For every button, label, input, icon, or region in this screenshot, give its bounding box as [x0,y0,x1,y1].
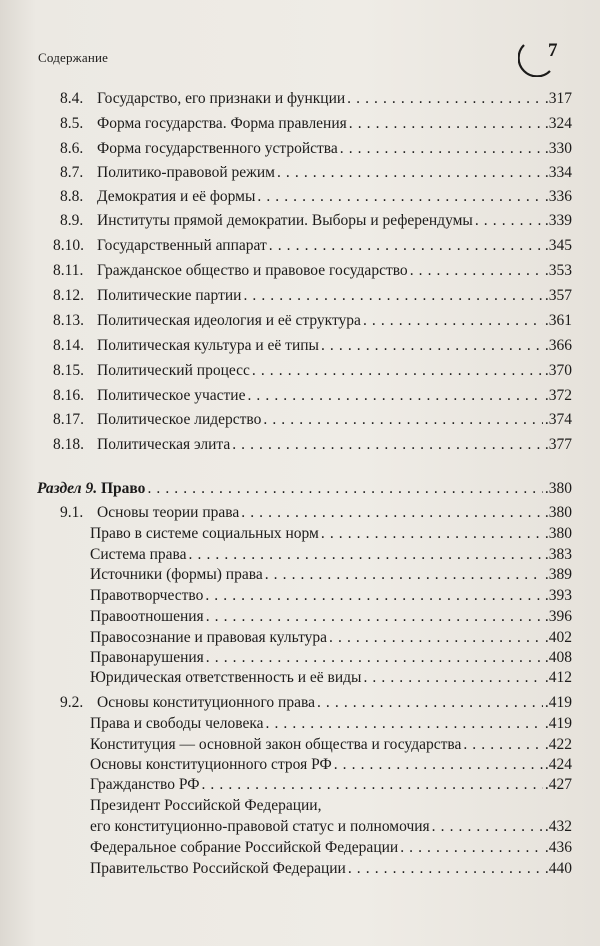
toc-item[interactable]: Правосознание и правовая культура . . . .402 [90,629,572,647]
toc-entry[interactable]: 8.15. Политический процесс . . . .370 [53,362,572,380]
toc-entry[interactable]: 8.8. Демократия и её формы . . . .336 [60,188,572,206]
toc-entry[interactable]: 8.5. Форма государства. Форма правления . . . .324 [60,115,572,133]
toc-item-line1[interactable]: Президент Российской Федерации, [90,797,322,814]
toc-entry[interactable]: 8.4. Государство, его признаки и функции . . . .317 [60,90,572,108]
toc-entry[interactable]: 8.10. Государственный аппарат . . . .345 [53,237,572,255]
toc-item[interactable]: Основы конституционного строя РФ . . . .424 [90,756,572,774]
toc-item[interactable]: Право в системе социальных норм . . . .380 [90,525,572,543]
toc-entry[interactable]: 8.12. Политические партии . . . .357 [53,287,572,305]
toc-entry[interactable]: 8.14. Политическая культура и её типы . . . .366 [53,337,572,355]
toc-item[interactable]: Федеральное собрание Российской Федерации . . . .436 [90,839,572,857]
toc-subsection[interactable]: 9.2. Основы конституционного права . . . .419 [60,694,572,712]
toc-entry[interactable]: 8.7. Политико-правовой режим . . . .334 [60,164,572,182]
toc-entry[interactable]: 8.18. Политическая элита . . . .377 [53,436,572,454]
toc-item[interactable]: Юридическая ответственность и её виды . . . .412 [90,669,572,687]
toc-item[interactable]: Система права . . . .383 [90,546,572,564]
toc-entry[interactable]: 8.11. Гражданское общество и правовое государство . . . .353 [53,262,572,280]
toc-item[interactable]: его конституционно-правовой статус и полномочия . . . .432 [90,818,572,836]
toc-item[interactable]: Конституция — основной закон общества и государства . . . .422 [90,736,572,754]
toc-entry[interactable]: 8.17. Политическое лидерство . . . .374 [53,411,572,429]
toc-section-heading[interactable]: Раздел 9. Право . . . .380 [37,480,572,498]
toc-entry[interactable]: 8.16. Политическое участие . . . .372 [53,387,572,405]
toc-entry[interactable]: 8.13. Политическая идеология и её структура . . . .361 [53,312,572,330]
page-number: 7 [548,40,558,61]
toc-item[interactable]: Источники (формы) права . . . .389 [90,566,572,584]
toc-item[interactable]: Гражданство РФ . . . .427 [90,776,572,794]
toc-subsection[interactable]: 9.1. Основы теории права . . . .380 [60,504,572,522]
toc-item[interactable]: Правоотношения . . . .396 [90,608,572,626]
toc-item[interactable]: Правонарушения . . . .408 [90,649,572,667]
toc-entry[interactable]: 8.6. Форма государственного устройства . . . .330 [60,140,572,158]
running-header: Содержание [38,50,109,65]
toc-entry[interactable]: 8.9. Институты прямой демократии. Выборы и референдумы . . . .339 [60,212,572,230]
toc-item[interactable]: Права и свободы человека . . . .419 [90,715,572,733]
toc-item[interactable]: Правительство Российской Федерации . . . .440 [90,860,572,878]
toc-item[interactable]: Правотворчество . . . .393 [90,587,572,605]
